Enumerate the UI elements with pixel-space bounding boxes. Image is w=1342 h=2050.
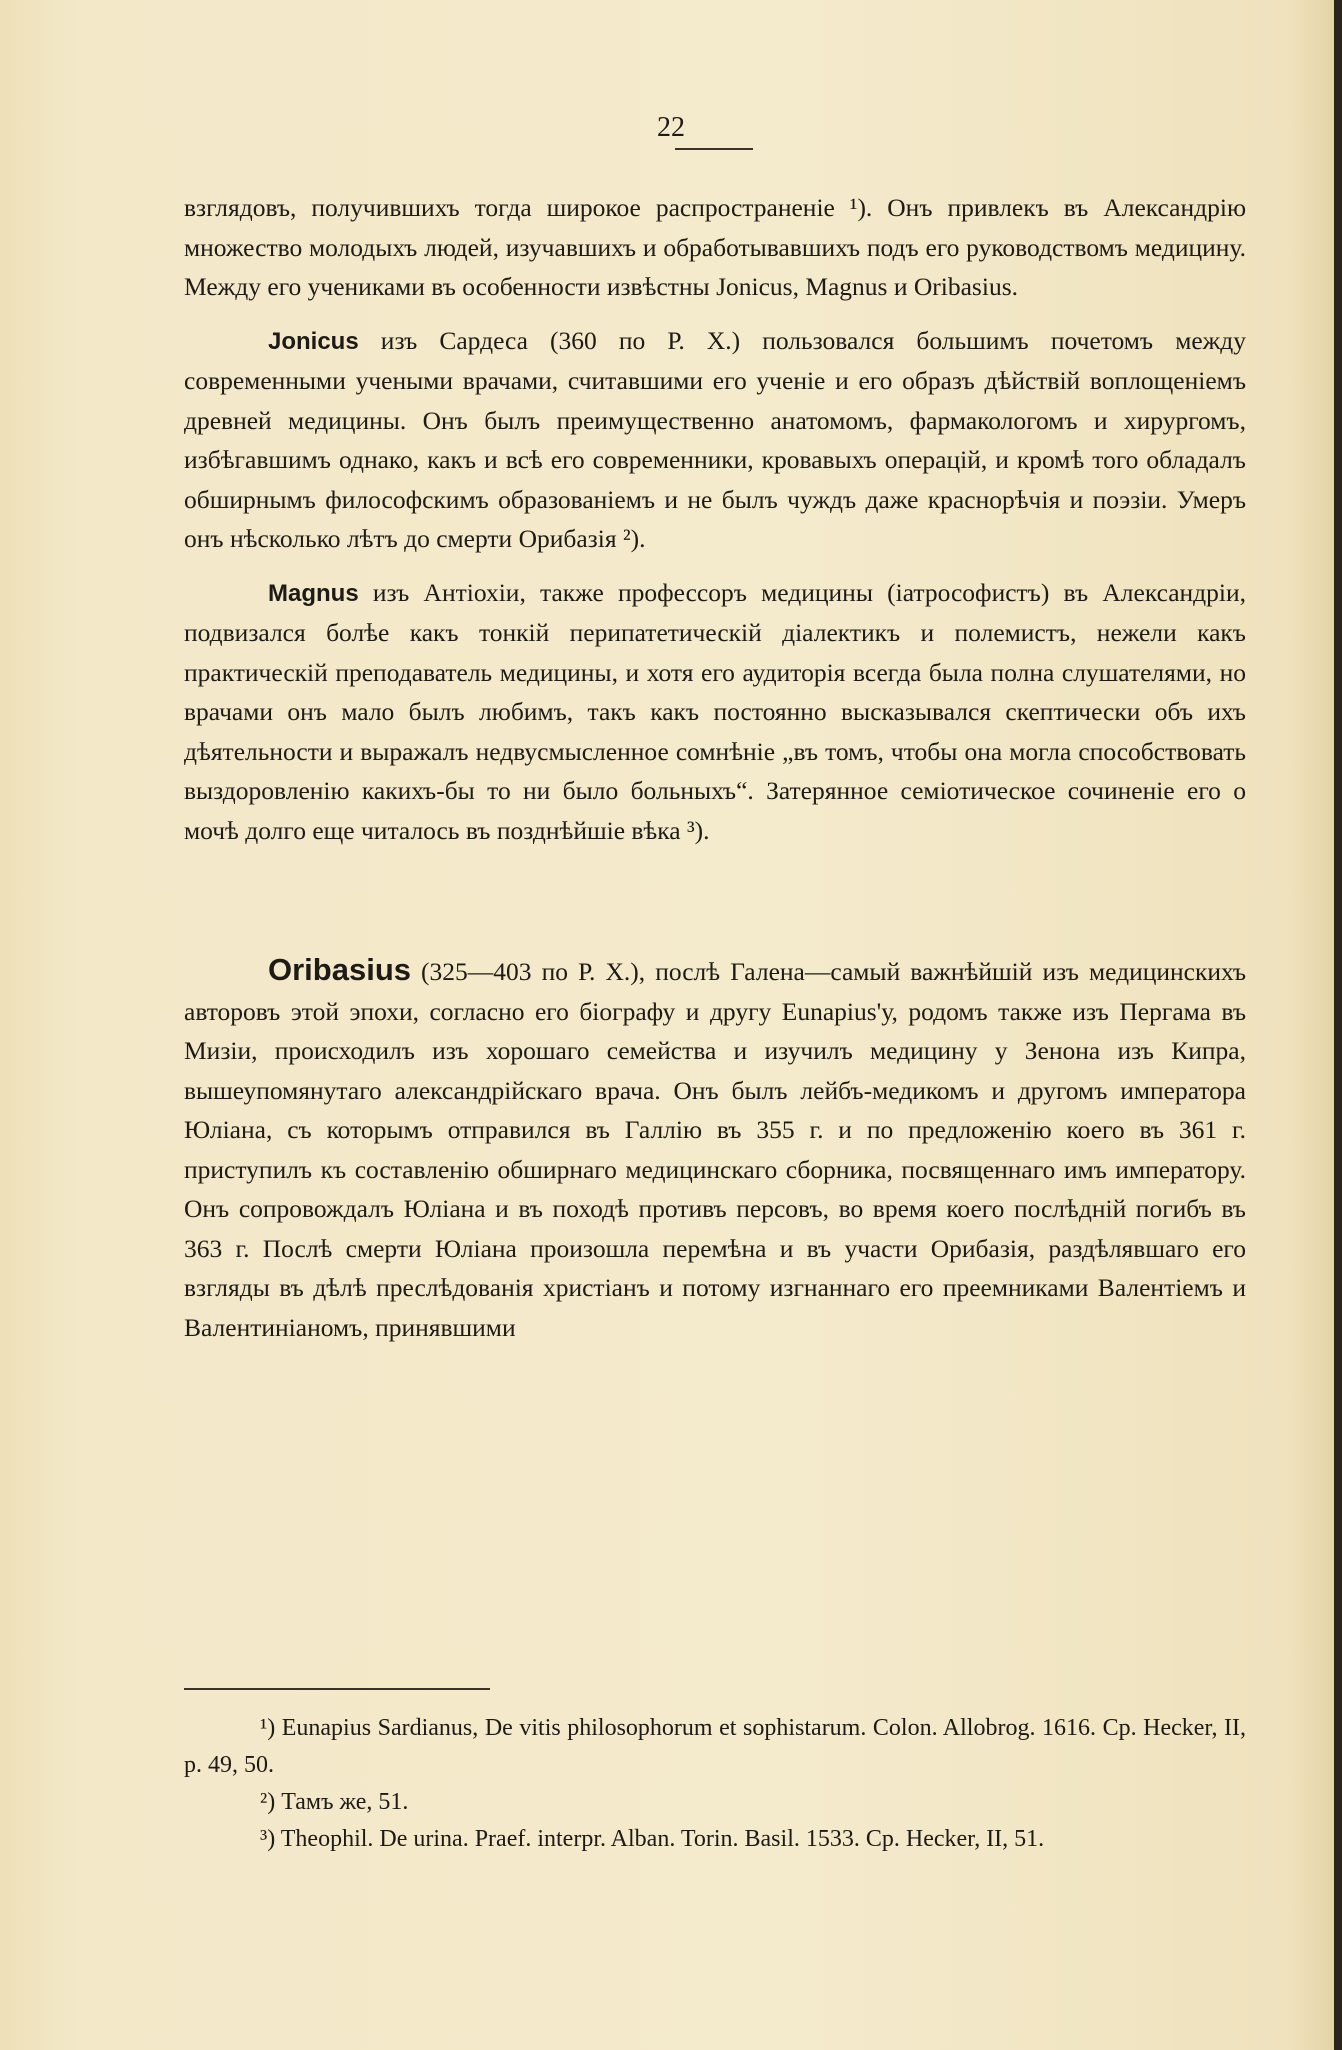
paragraph-text: изъ Антіохіи, также профессоръ медицины (іатрософистъ) въ Александріи, подвизался болѣе какъ тонкій перипатетическій діалектикъ и полемистъ, нежели какъ практическій преподаватель медицины, и хотя его аудиторія всегда была полна слушателями, но врачами онъ мало былъ любимъ, такъ какъ постоянно высказывался скептически объ ихъ дѣятельности и выражалъ недвусмысленное сомнѣніе „въ томъ, чтобы она могла способствовать выздоровленію какихъ-бы то ни было больныхъ“. Затерянное семіотическое сочиненіе его о мочѣ долго еще читалось въ позднѣйшіе вѣка ³). [184,577,1246,845]
page-edge-shadow [1334,0,1342,2050]
paragraph-text: (325—403 по Р. X.), послѣ Галена—самый важнѣйшій изъ медицинскихъ авторовъ этой эпохи, согласно его біографу и другу Eunapius'у, родомъ также изъ Пергама въ Мизіи, происходилъ изъ хорошаго семейства и изучилъ медицину у Зенона изъ Кипра, вышеупомянутаго александрійскаго врача. Онъ былъ лейбъ-медикомъ и другомъ императора Юліана, съ которымъ отправился въ Галлію въ 355 г. и по предложенію коего въ 361 г. приступилъ къ составленію обширнаго медицинскаго сборника, посвященнаго имъ императору. Онъ сопровождалъ Юліана и въ походѣ противъ персовъ, во время коего послѣдній погибъ въ 363 г. Послѣ смерти Юліана произошла перемѣна и въ участи Орибазія, раздѣлявшаго его взгляды въ дѣлѣ преслѣдованія христіанъ и потому изгнаннаго его преемниками Валентіемъ и Валентиніаномъ, принявшими [184,957,1246,1342]
paragraph-lead-name: Jonicus [268,327,359,355]
paragraph-lead-name: Magnus [268,579,359,607]
paragraph-text: взглядовъ, получившихъ тогда широкое распространеніе ¹). Онъ привлекъ въ Александрію множество молодыхъ людей, изучавшихъ и обработывавшихъ подъ его руководствомъ медицину. Между его учениками въ особенности извѣстны Jonicus, Magnus и Oribasius. [184,193,1246,301]
paragraph-text: изъ Сардеса (360 по Р. X.) пользовался большимъ почетомъ между современными учеными врачами, считавшими его ученіе и его образъ дѣйствій воплощеніемъ древней медицины. Онъ былъ преимущественно анатомомъ, фармакологомъ и хирургомъ, избѣгавшимъ однако, какъ и всѣ его современники, кровавыхъ операцій, и кромѣ того обладалъ обширнымъ философскимъ образованіемъ и не былъ чуждъ даже краснорѣчія и поэзіи. Умеръ онъ нѣсколько лѣтъ до смерти Орибазія ²). [184,325,1246,553]
footnote-1: ¹) Eunapius Sardianus, De vitis philosophorum et sophistarum. Colon. Allobrog. 1616. Ср. Hecker, II, p. 49, 50. [184,1715,1246,1778]
paragraph-jonicus [184,321,1246,559]
paragraph-lead-name: Oribasius [268,952,411,987]
paragraph-oribasius [184,950,1246,1347]
footnote-2: ²) Тамъ же, 51. [260,1789,409,1815]
footnotes [184,1710,1246,1858]
page-number: 22 [657,112,685,143]
main-text [184,188,1246,1347]
footnote-separator [184,1688,490,1690]
page-number-underline [675,148,753,150]
paragraph-intro [184,188,1246,307]
paragraph-magnus [184,573,1246,851]
footnote-3: ³) Theophil. De urina. Praef. interpr. Alban. Torin. Basil. 1533. Ср. Hecker, II, 51. [260,1826,1045,1852]
